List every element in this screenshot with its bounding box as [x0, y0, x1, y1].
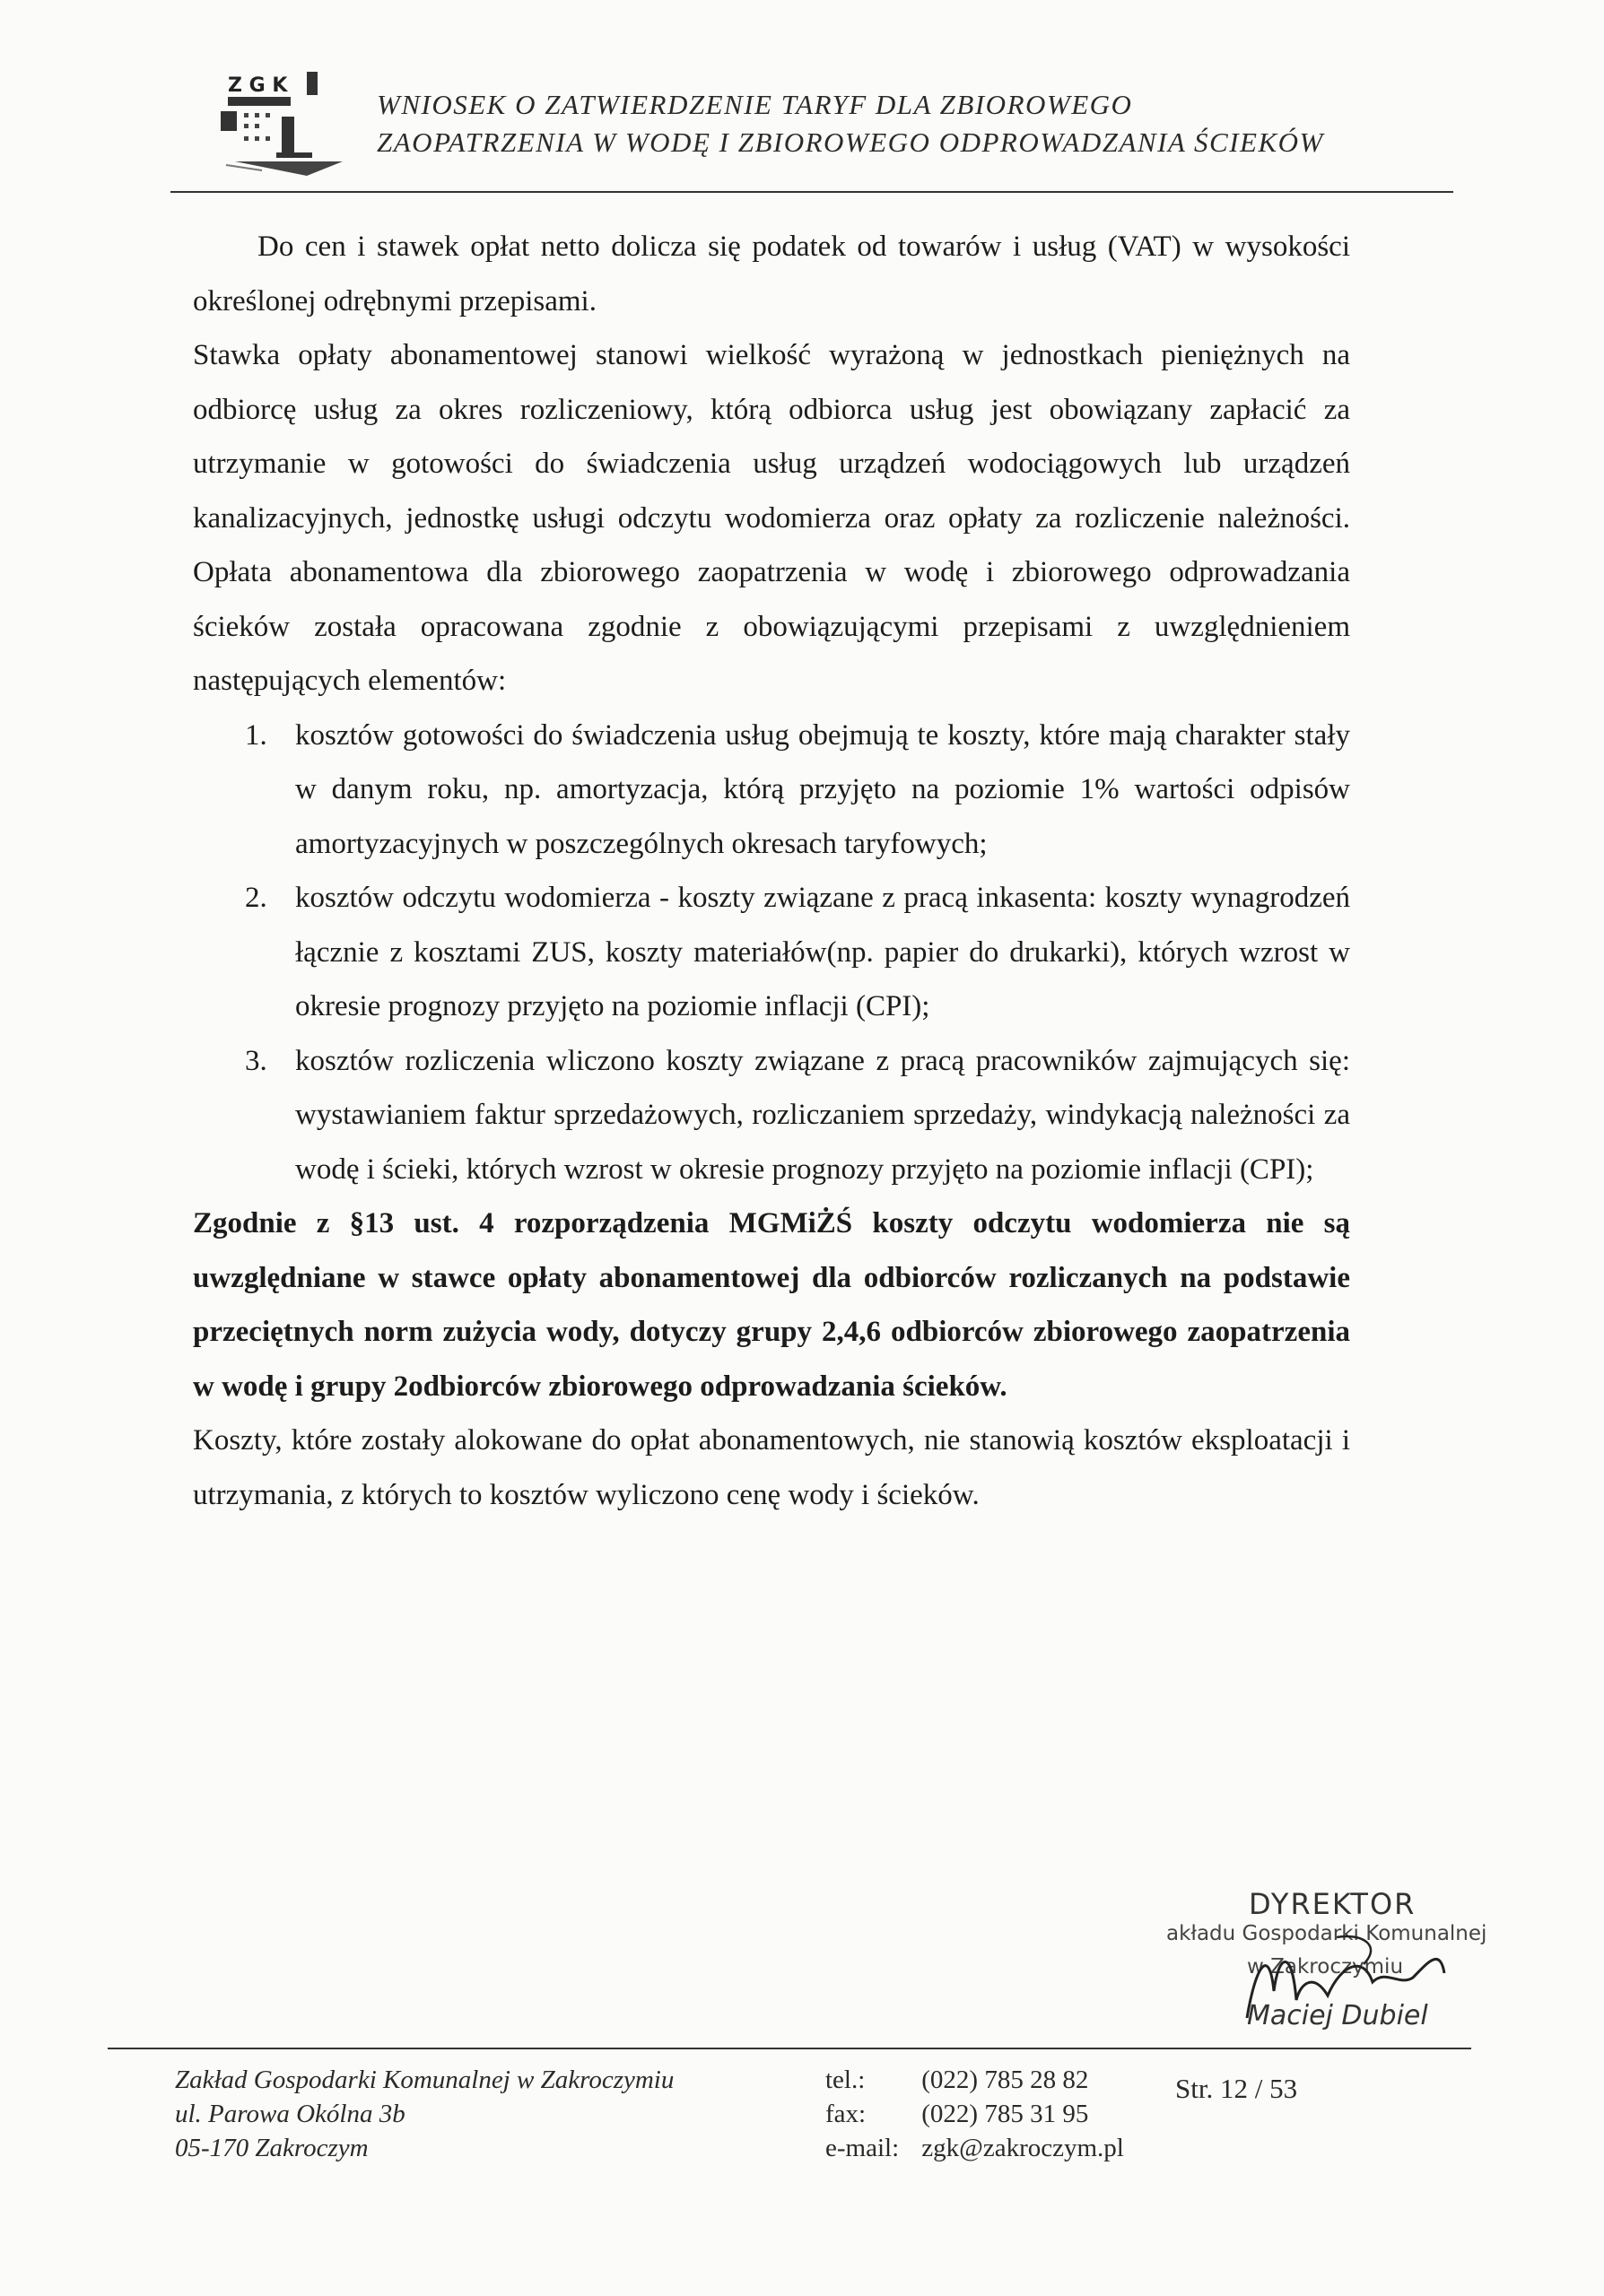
footer-address [175, 2063, 674, 2165]
stamp-place: w Zakroczymiu [1247, 1955, 1404, 1979]
svg-text:Z G K: Z G K [228, 74, 288, 97]
fax-label: fax: [825, 2100, 867, 2128]
list-item-text: kosztów odczytu wodomierza - koszty związane z pracą inkasenta: koszty wynagrodzeń łącznie z kosztami ZUS, koszty materiałów(np. papier do drukarki), których wzrost w okresie prognozy przyjęto na poziomie inflacji (CPI); [295, 882, 1350, 1022]
fax-value: (022) 785 31 95 [921, 2100, 1089, 2128]
stamp-title: DYREKTOR [1249, 1887, 1417, 1921]
footer-fax-row [825, 2097, 1124, 2131]
zgk-logo [208, 65, 379, 181]
header-title-line1: WNIOSEK O ZATWIERDZENIE TARYF DLA ZBIOROWEGO [377, 89, 1133, 120]
list-item-text: kosztów gotowości do świadczenia usług obejmują te koszty, które mają charakter stały w danym roku, np. amortyzacja, którą przyjęto na poziomie 1% wartości odpisów amortyzacyjnych w poszczególnych okresach taryfowych; [295, 718, 1350, 860]
list-item-number: 2. [245, 882, 267, 914]
stamp-name: Maciej Dubiel [1247, 2000, 1428, 2031]
cost-elements-list [193, 709, 1350, 1197]
document-body [193, 220, 1350, 1522]
document-header-title [377, 86, 1324, 161]
footer-email-row [825, 2131, 1124, 2165]
footer-contact [825, 2063, 1124, 2165]
list-item [193, 871, 1350, 1034]
page-number: Str. 12 / 53 [1175, 2073, 1298, 2104]
footer-tel-row [825, 2063, 1124, 2097]
list-item [193, 1034, 1350, 1197]
paragraph-vat: Do cen i stawek opłat netto dolicza się podatek od towarów i usług (VAT) w wysokości określonej odrębnymi przepisami. [193, 230, 1350, 317]
email-value[interactable]: zgk@zakroczym.pl [921, 2134, 1124, 2162]
tel-label: tel.: [825, 2066, 866, 2094]
list-item [193, 709, 1350, 872]
email-label: e-mail: [825, 2134, 900, 2162]
header-divider [170, 191, 1453, 193]
handwritten-signature [1229, 1883, 1525, 2040]
footer-street: ul. Parowa Okólna 3b [175, 2100, 405, 2128]
paragraph-regulation: Zgodnie z §13 ust. 4 rozporządzenia MGMiŻŚ koszty odczytu wodomierza nie są uwzględniane w stawce opłaty abonamentowej dla odbiorców rozliczanych na podstawie przeciętnych norm zużycia wody, dotyczy grupy 2,4,6 odbiorców zbiorowego zaopatrzenia w wodę i grupy 2odbiorców zbiorowego odprowadzania ścieków. [193, 1207, 1350, 1403]
footer-company: Zakład Gospodarki Komunalnej w Zakroczymiu [175, 2066, 675, 2094]
footer-divider [108, 2048, 1471, 2049]
list-item-number: 1. [245, 718, 267, 752]
list-item-number: 3. [245, 1044, 267, 1077]
paragraph-abonament: Stawka opłaty abonamentowej stanowi wielkość wyrażoną w jednostkach pieniężnych na odbiorcę usług za okres rozliczeniowy, którą odbiorca usług jest obowiązany zapłacić za utrzymanie w gotowości do świadczenia usług urządzeń wodociągowych lub urządzeń kanalizacyjnych, jednostkę usługi odczytu wodomierza oraz opłaty za rozliczenie należności. Opłata abonamentowa dla zbiorowego zaopatrzenia w wodę i zbiorowego odprowadzania ścieków została opracowana zgodnie z obowiązującymi przepisami z uwzględnieniem następujących elementów: [193, 339, 1350, 697]
list-item-text: kosztów rozliczenia wliczono koszty związane z pracą pracowników zajmujących się: wystawianiem faktur sprzedażowych, rozliczaniem sprzedaży, windykacją należności za wodę i ścieki, których wzrost w okresie prognozy przyjęto na poziomie inflacji (CPI); [295, 1044, 1350, 1186]
paragraph-allocated-costs: Koszty, które zostały alokowane do opłat abonamentowych, nie stanowią kosztów eksploatacji i utrzymania, z których to kosztów wyliczono cenę wody i ścieków. [193, 1424, 1350, 1511]
footer-postal: 05-170 Zakroczym [175, 2134, 369, 2162]
stamp-organization: akładu Gospodarki Komunalnej [1166, 1922, 1487, 1945]
tel-value: (022) 785 28 82 [921, 2066, 1089, 2094]
header-title-line2: ZAOPATRZENIA W WODĘ I ZBIOROWEGO ODPROWADZANIA ŚCIEKÓW [377, 126, 1324, 158]
